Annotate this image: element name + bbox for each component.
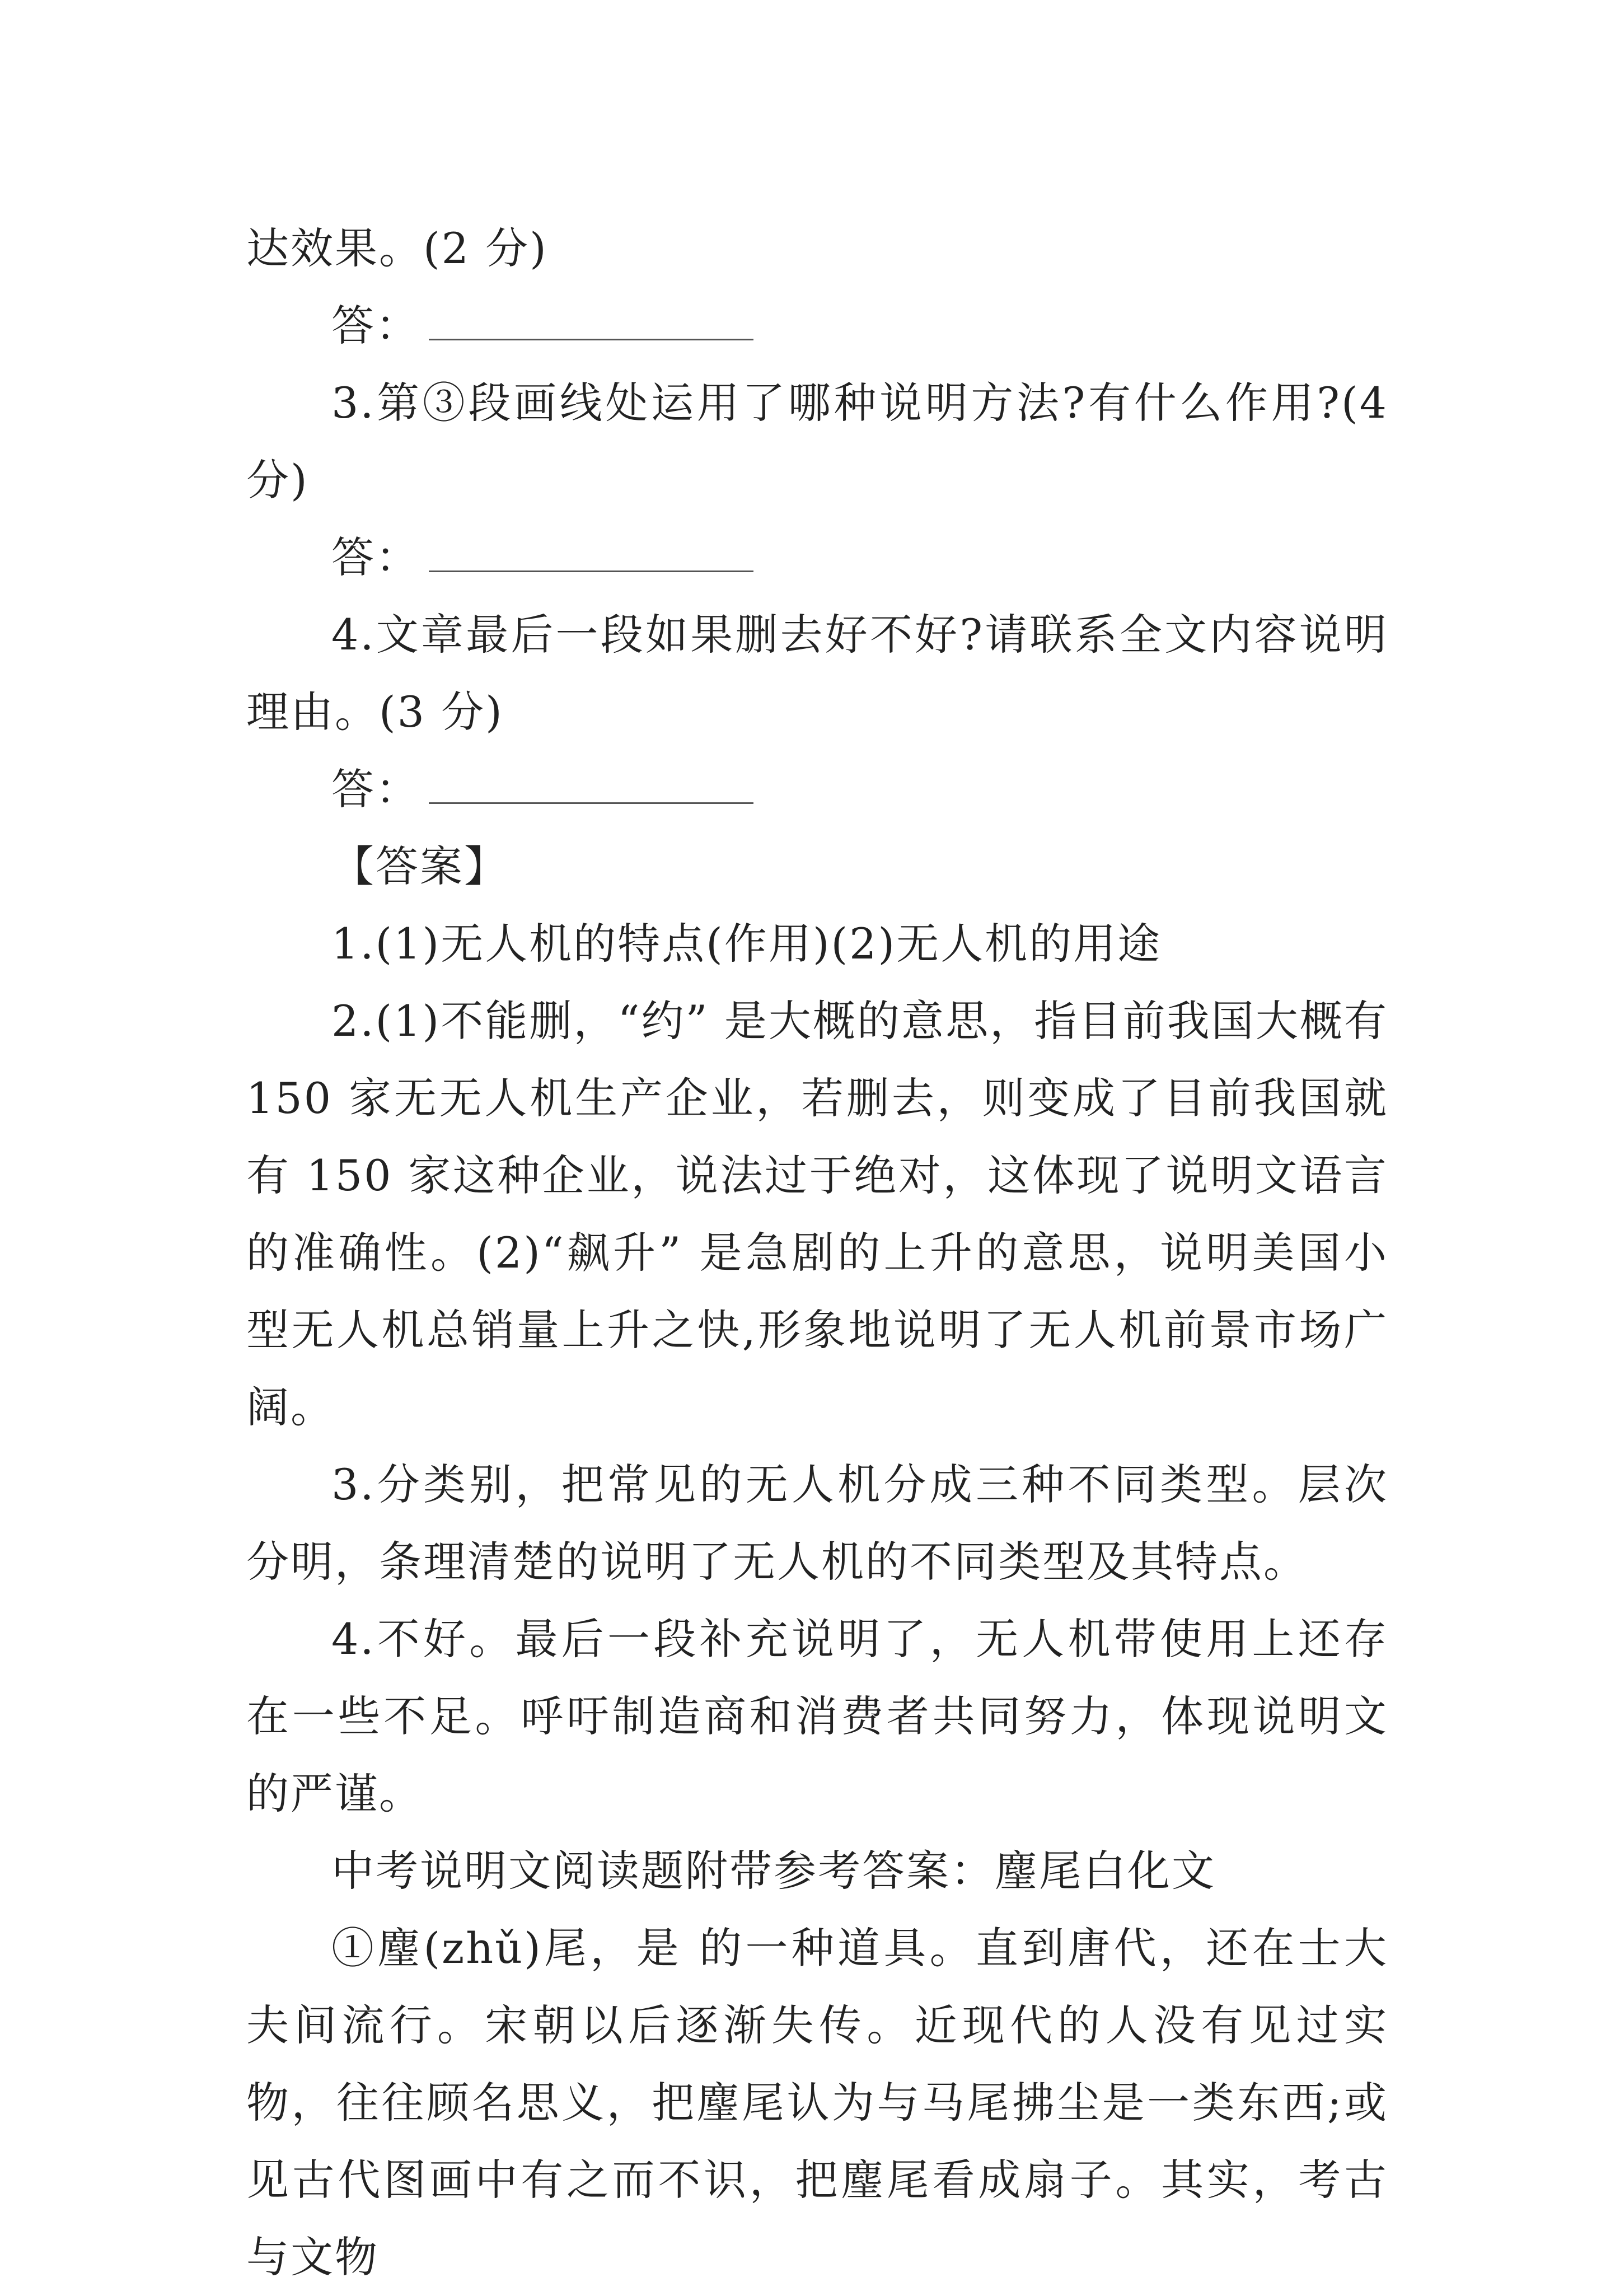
answer-blank-line[interactable]: [429, 774, 753, 804]
question-3: 3.第③段画线处运用了哪种说明方法?有什么作用?(4分): [246, 378, 1388, 505]
paragraph-question-2-tail: 达效果。(2 分): [246, 223, 548, 273]
answer-4: 4.不好。最后一段补充说明了，无人机带使用上还存在一些不足。呼吁制造商和消费者共同努力，体现说明文的严谨。: [246, 1614, 1388, 1818]
answer-key-heading: 【答案】: [331, 841, 508, 891]
section-paragraph-1: ①麈(zhǔ)尾，是 的一种道具。直到唐代，还在士大夫间流行。宋朝以后逐渐失传。近现代的人没有见过实物，往往顾名思义，把麈尾认为与马尾拂尘是一类东西;或见古代图画中有之而不识，把麈尾看成扇子。其实，考古与文物: [246, 1923, 1388, 2282]
answer-row-3: [246, 751, 1388, 828]
answer-blank-line[interactable]: [429, 543, 753, 572]
answer-1: 1.(1)无人机的特点(作用)(2)无人机的用途: [331, 919, 1162, 969]
answer-label: 答：: [331, 301, 420, 350]
answer-2: 2.(1)不能删，“约” 是大概的意思，指目前我国大概有 150 家无无人机生产企业，若删去，则变成了目前我国就有 150 家这种企业，说法过于绝对，这体现了说明文语言的准确性。(2)“飙升” 是急剧的上升的意思，说明美国小型无人机总销量上升之快,形象地说明了无人机前景市场广阔。: [246, 996, 1388, 1432]
answer-label: 答：: [331, 532, 420, 582]
question-4: 4.文章最后一段如果删去好不好?请联系全文内容说明理由。(3 分): [246, 610, 1388, 737]
answer-row-2: [246, 519, 1388, 596]
section-title: 中考说明文阅读题附带参考答案：麈尾白化文: [331, 1846, 1216, 1896]
document-body: [246, 210, 1388, 2296]
answer-3: 3.分类别，把常见的无人机分成三种不同类型。层次分明，条理清楚的说明了无人机的不同类型及其特点。: [246, 1460, 1388, 1587]
answer-label: 答：: [331, 764, 420, 814]
answer-row-1: [246, 287, 1388, 364]
answer-blank-line[interactable]: [429, 311, 753, 340]
